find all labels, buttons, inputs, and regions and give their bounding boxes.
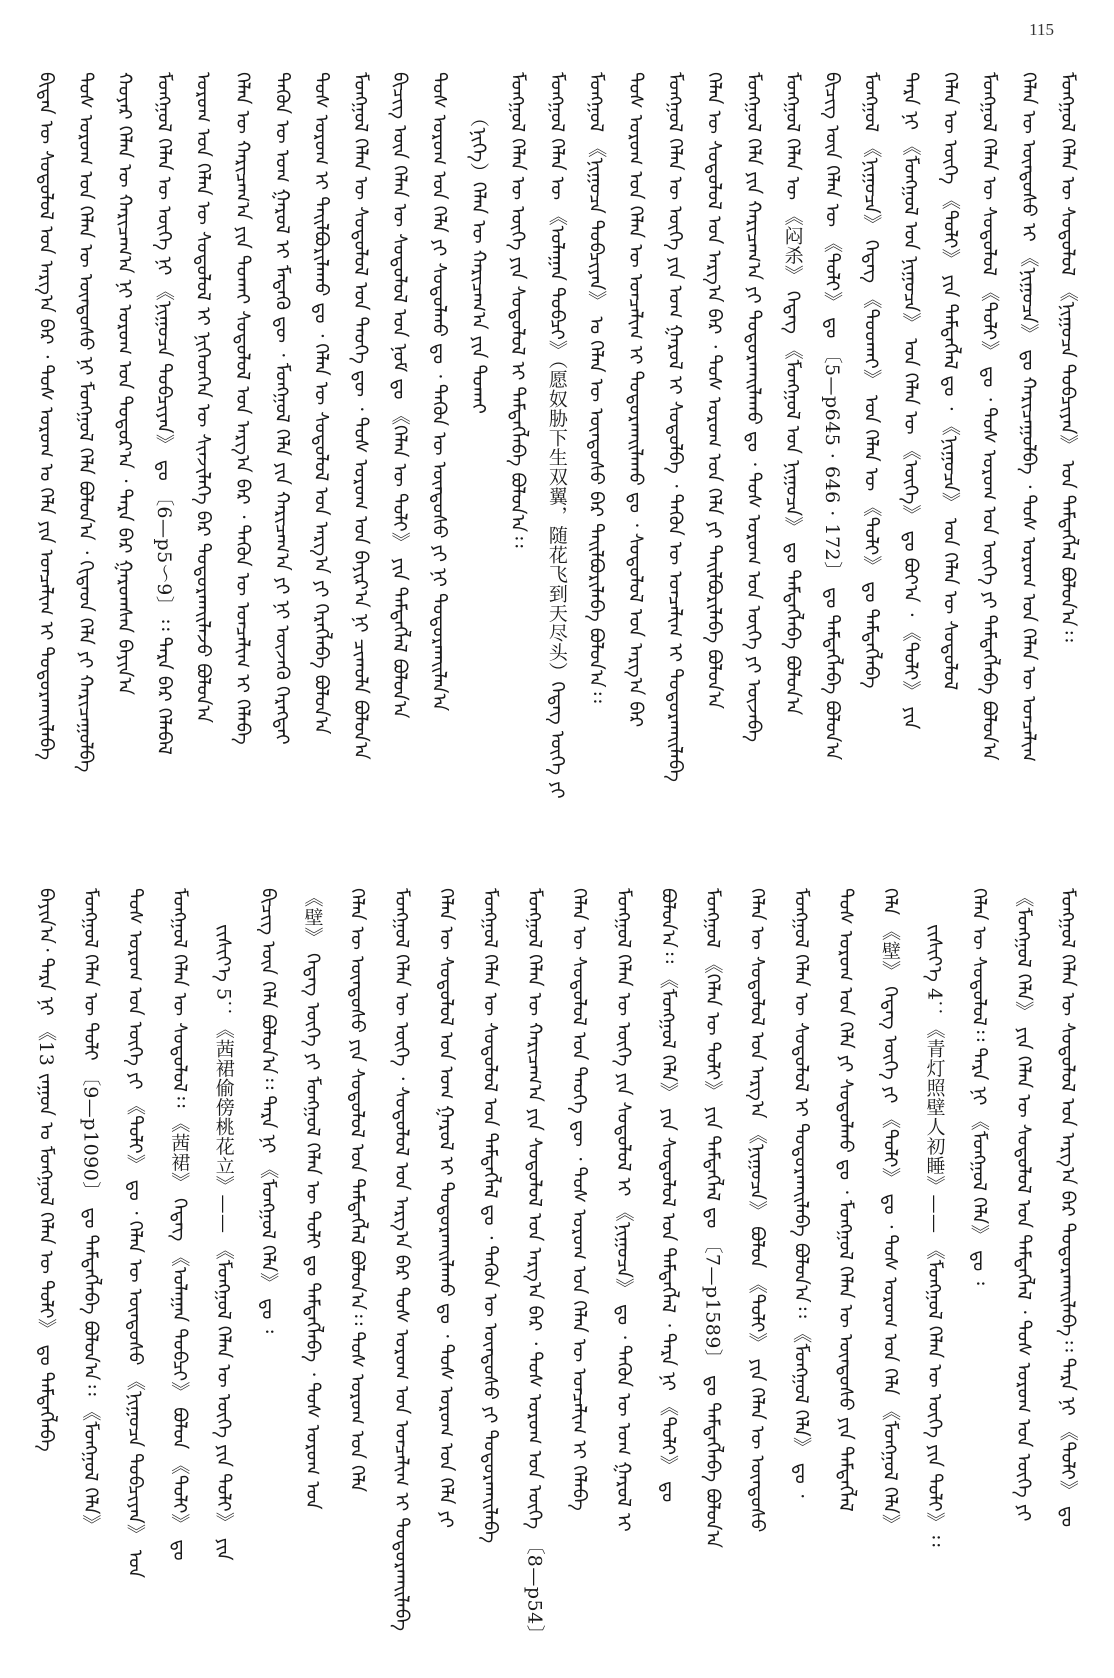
text-column: ᠮᠣᠩᠭᠣᠯ ᠬᠡᠯᠡᠨ ᠦ ᠦᠭᠡ ᠶᠢᠨ ᠰᠤᠳᠤᠯᠤᠯ ᠢ ᠲᠡᠮᠳᠡᠭᠯᠡᠪᠡ ᠪᠣᠯᠤᠨ᠎ᠠ᠄᠄ (506, 72, 529, 548)
text-column: ᠮᠣᠩᠭᠣᠯ ᠬᠡᠯᠡᠨ ᠦ ᠰᠤᠳᠤᠯᠤᠯ 《ᠲᠣᠯᠢ》 ᠳᠤ ᠂ ᠲᠤᠰ ᠤᠷᠤᠭ ᠤᠨ ᠦᠭᠡ ᠶᠢ ᠲᠡᠮᠳᠡᠭᠯᠡᠪᠡ ᠪᠣᠯᠤᠨ᠎ᠠ (978, 72, 1001, 761)
text-column: ᠮᠣᠩᠭᠣᠯ ᠬᠡᠯᠡᠨ ᠦ ᠲᠣᠯᠢ 〔9—p1090〕 ᠳᠤ ᠲᠡᠮᠳᠡᠭᠯᠡᠪᠡ ᠪᠣᠯᠤᠨ᠎ᠠ᠄᠄ 《ᠮᠣᠩᠭᠣᠯ ᠬᠡᠯᠡ》 (79, 888, 102, 1534)
text-column: ᠮᠣᠩᠭᠣᠯ ᠬᠡᠯᠡᠨ ᠦ ᠰᠤᠳᠤᠯᠤᠯ ᠤᠨ ᠲᠡᠦᠬᠡ ᠳᠦ ᠂ ᠲᠤᠰ ᠤᠷᠤᠭ ᠤᠨ ᠪᠠᠶᠢᠷ᠎ᠠ ᠨᠢ ᠴᠢᠬᠤᠯᠠ ᠪᠣᠯᠤᠨ᠎ᠠ (349, 72, 372, 760)
text-column: ᠬᠡᠯᠡᠨ ᠦ ᠦᠨᠳᠦᠰᠦ ᠢ 《ᠨᠢᠭᠤᠴᠠ》 ᠳᠤ ᠬᠠᠷᠢᠴᠠᠭᠤᠯᠪᠠ ᠂ ᠲᠤᠰ ᠤᠷᠤᠭ ᠤᠨ ᠬᠡᠯᠡᠨ ᠦ ᠤᠨᠴᠠᠯᠢᠭ (1017, 72, 1040, 762)
text-column: ᠬᠡᠯᠡᠨ ᠦ ᠰᠤᠳᠤᠯᠤᠯ ᠤᠨ ᠠᠷᠭ᠎ᠠ ᠪᠠᠷ ᠂ ᠲᠤᠰ ᠤᠷᠤᠭ ᠤᠨ ᠬᠡᠯᠡ ᠶᠢ ᠲᠠᠢᠯᠪᠤᠷᠢᠯᠠᠪᠠ ᠪᠣᠯᠤᠨ᠎ᠠ (703, 72, 726, 710)
text-column: ᠲᠡᠭᠦᠨ ᠦ ᠤᠭ ᠭᠠᠷᠤᠯ ᠢ ᠮᠡᠳᠡᠬᠦ ᠳᠦ ᠂ ᠮᠣᠩᠭᠣᠯ ᠬᠡᠯᠡ ᠶᠢᠨ ᠬᠠᠷᠢᠴᠠᠭ᠎ᠠ ᠶᠢ ᠨᠢ ᠦᠵᠡᠬᠦ ᠬᠡᠷᠡᠭᠲᠡᠢ (270, 72, 293, 745)
text-column: 《ᠮᠣᠩᠭᠣᠯ ᠬᠡᠯᠡ》 ᠶᠢᠨ ᠬᠡᠯᠡᠨ ᠦ ᠰᠤᠳᠤᠯᠤᠯ ᠤᠨ ᠲᠡᠮᠳᠡᠭᠯᠡᠯ ᠂ ᠲᠤᠰ ᠤᠷᠤᠭ ᠤᠨ ᠦᠭᠡ ᠶᠢ (1012, 888, 1035, 1522)
text-column: ᠪᠢᠴᠢᠭ ᠦᠨ ᠬᠡᠯᠡᠨ ᠦ 《ᠲᠣᠯᠢ》 ᠳᠤ 〔5—p645 · 646 · 172〕 ᠳᠤ ᠲᠡᠮᠳᠡᠭᠯᠡᠪᠡ ᠪᠣᠯᠤᠨ᠎ᠠ (820, 72, 843, 761)
text-column: ᠲᠤᠰ ᠤᠷᠤᠭ ᠤᠨ ᠬᠡᠯᠡᠨ ᠦ ᠤᠨᠴᠠᠯᠢᠭ ᠢ ᠲᠣᠳᠣᠷᠬᠠᠢᠯᠠᠬᠤ ᠳᠤ ᠂ ᠰᠤᠳᠤᠯᠤᠯ ᠤᠨ ᠠᠷᠭ᠎ᠠ ᠪᠠᠷ (624, 72, 647, 728)
text-column: ᠲᠤᠰ ᠤᠷᠤᠭ ᠤᠨ ᠦᠭᠡ ᠶᠢ 《ᠲᠣᠯᠢ》 ᠳᠤ ᠂ ᠬᠡᠯᠡᠨ ᠦ ᠦᠨᠳᠦᠰᠦ 《ᠨᠢᠭᠤᠴᠠ ᠲᠣᠪᠴᠢᠶᠠᠨ》 ᠤᠨ (123, 888, 146, 1579)
text-column: ᠮᠣᠩᠭᠣᠯ 《ᠨᠢᠭᠤᠴᠠ ᠲᠣᠪᠴᠢᠶᠠᠨ》 ᠤ ᠬᠡᠯᠡᠨ ᠦ ᠦᠨᠳᠦᠰᠦ ᠪᠠᠷ ᠲᠠᠢᠯᠪᠤᠷᠢᠯᠠᠪᠠ ᠪᠣᠯᠤᠨ᠎ᠠ᠄᠄ (585, 72, 608, 703)
example-heading: ᠵᠢᠱᠢᠶ᠎ᠡ 5：《茜裙偷傍桃花立》—— 《ᠮᠣᠩᠭᠣᠯ ᠬᠡᠯᠡᠨ ᠦ ᠦᠭᠡ ᠶᠢᠨ ᠲᠣᠯᠢ》 ᠶᠢᠨ (212, 924, 235, 1561)
text-column: ᠤᠷᠤᠭ ᠤᠨ ᠬᠡᠯᠡᠨ ᠦ ᠰᠤᠳᠤᠯᠤᠯ ᠢ ᠨᠢᠭᠡᠳᠭᠡᠨ ᠦ ᠰᠢᠨᠵᠢᠯᠡᠭᠡ ᠪᠡᠷ ᠲᠣᠳᠣᠷᠬᠠᠢᠯᠠᠵᠤ ᠪᠣᠯᠤᠨ᠎ᠠ (192, 72, 215, 724)
text-column: ᠮᠣᠩᠭᠣᠯ ᠬᠡᠯᠡᠨ ᠦ ᠰᠤᠳᠤᠯᠤᠯ ᠤᠨ ᠲᠡᠮᠳᠡᠭᠯᠡᠯ ᠳᠤ ᠂ ᠲᠡᠭᠦᠨ ᠦ ᠦᠨᠳᠦᠰᠦ ᠶᠢ ᠲᠣᠳᠣᠷᠬᠠᠢᠯᠠᠪᠠ (479, 888, 502, 1544)
text-column: ᠬᠡᠯᠡᠨ ᠦ ᠰᠤᠳᠤᠯᠤᠯ᠄᠄ ᠲᠡᠷᠡ ᠨᠢ 《ᠮᠣᠩᠭᠣᠯ ᠬᠡᠯᠡ》 ᠳᠤ ᠄ (967, 888, 990, 1285)
text-column: ᠪᠢᠴᠢᠭ ᠦᠨ ᠬᠡᠯᠡ ᠪᠣᠯᠤᠨ᠎ᠠ᠄᠄ ᠲᠡᠷᠡ ᠨᠢ 《ᠮᠣᠩᠭᠣᠯ ᠬᠡᠯᠡ》 ᠳᠤ ᠄ (257, 888, 280, 1334)
text-column: ᠮᠣᠩᠭᠣᠯ 《ᠬᠡᠯᠡᠨ ᠦ ᠲᠣᠯᠢ》 ᠶᠢᠨ ᠲᠡᠮᠳᠡᠭᠯᠡᠯ ᠳᠤ 〔7—p1589〕 ᠳᠤ ᠲᠡᠮᠳᠡᠭᠯᠡᠪᠡ ᠪᠣᠯᠤᠨ᠎ᠠ (701, 888, 724, 1548)
text-column: ᠮᠣᠩᠭᠣᠯ 《ᠨᠢᠭᠤᠴᠠ》 ᠭᠡᠳᠡᠭ 《ᠲᠤᠤᠬᠠᠢ》 ᠤᠨ ᠬᠡᠯᠡᠨ ᠦ 《ᠲᠣᠯᠢ》 ᠳᠤ ᠲᠡᠮᠳᠡᠭᠯᠡᠪᠡ (860, 72, 883, 689)
text-column: 《壁》 ᠭᠡᠳᠡᠭ ᠦᠭᠡ ᠶᠢ ᠮᠣᠩᠭᠣᠯ ᠬᠡᠯᠡᠨ ᠦ ᠲᠣᠯᠢ ᠳᠤ ᠲᠡᠮᠳᠡᠭᠯᠡᠪᠡ ᠂ ᠲᠤᠰ ᠤᠷᠤᠭ ᠤᠨ (301, 888, 324, 1510)
text-column: ᠮᠣᠩᠭᠣᠯ ᠬᠡᠯᠡ ᠶᠢᠨ ᠬᠠᠷᠢᠴᠠᠭ᠎ᠠ ᠶᠢ ᠲᠣᠳᠣᠷᠬᠠᠢᠯᠠᠬᠤ ᠳᠤ ᠂ ᠲᠤᠰ ᠤᠷᠤᠭ ᠤᠨ ᠦᠭᠡ ᠶᠢ ᠦᠵᠡᠪᠡ (742, 72, 765, 743)
text-column: ᠮᠣᠩᠭᠣᠯ ᠬᠡᠯᠡᠨ ᠦ ᠰᠤᠳᠤᠯᠤᠯ 《ᠨᠢᠭᠤᠴᠠ ᠲᠣᠪᠴᠢᠶᠠᠨ》 ᠤᠨ ᠲᠡᠮᠳᠡᠭᠯᠡᠯ ᠪᠣᠯᠤᠨ᠎ᠠ᠄᠄ (1056, 72, 1079, 642)
text-column: ᠮᠣᠩᠭᠣᠯ ᠬᠡᠯᠡᠨ ᠦ ᠰᠤᠳᠤᠯᠤᠯ ᠢ ᠲᠣᠳᠣᠷᠬᠠᠢᠯᠠᠪᠠ ᠪᠣᠯᠤᠨ᠎ᠠ᠄᠄ 《ᠮᠣᠩᠭᠣᠯ ᠬᠡᠯᠡ》 ᠳᠤ ᠂ (790, 888, 813, 1498)
text-column: ᠬᠣᠶᠠᠷ ᠬᠡᠯᠡᠨ ᠦ ᠬᠠᠷᠢᠴᠠᠭ᠎ᠠ ᠨᠢ ᠤᠷᠤᠭ ᠤᠨ ᠳᠣᠲᠣᠷ᠎ᠠ ᠂ ᠲᠡᠷᠡ ᠪᠡᠷ ᠭᠠᠷᠤᠭᠰᠠᠨ ᠪᠠᠶᠢᠨ᠎ᠠ (113, 72, 136, 695)
text-column: ᠲᠡᠷᠡ ᠨᠢ 《ᠮᠣᠩᠭᠣᠯ ᠤᠨ ᠨᠢᠭᠤᠴᠠ》 ᠤᠨ ᠬᠡᠯᠡᠨ ᠦ 《ᠦᠭᠡ》 ᠳᠤ ᠪᠤᠶ᠎ᠠ ᠂ 《ᠲᠣᠯᠢ》 ᠶᠢᠨ (899, 72, 922, 730)
text-column: ᠬᠡᠯᠡᠨ ᠦ ᠬᠠᠷᠢᠴᠠᠭ᠎ᠠ ᠶᠢᠨ ᠲᠤᠬᠠᠢ ᠰᠤᠳᠤᠯᠤᠯ ᠤᠨ ᠠᠷᠭ᠎ᠠ ᠪᠠᠷ ᠂ ᠲᠡᠭᠦᠨ ᠦ ᠤᠨᠴᠠᠯᠢᠭ ᠢ ᠬᠡᠯᠡᠪᠡ (231, 72, 254, 745)
text-column: ᠲᠤᠰ ᠤᠷᠤᠭ ᠢ ᠲᠠᠢᠯᠪᠤᠷᠢᠯᠠᠬᠤ ᠳᠤ ᠂ ᠬᠡᠯᠡᠨ ᠦ ᠰᠤᠳᠤᠯᠤᠯ ᠤᠨ ᠠᠷᠭ᠎ᠠ ᠶᠢ ᠬᠡᠷᠡᠭᠯᠡᠪᠡ ᠪᠣᠯᠤᠨ᠎ᠠ (310, 72, 333, 735)
text-column: ᠪᠣᠯᠤᠨ᠎ᠠ᠄᠄ 《ᠮᠣᠩᠭᠣᠯ ᠬᠡᠯᠡ》 ᠶᠢᠨ ᠰᠤᠳᠤᠯᠤᠯ ᠤᠨ ᠲᠡᠮᠳᠡᠭᠯᠡᠯ ᠂ ᠲᠡᠷᠡ ᠨᠢ 《ᠲᠣᠯᠢ》 ᠳᠤ (656, 888, 679, 1503)
bottom-text-block (28, 888, 1086, 1648)
text-column: ᠮᠣᠩᠭᠣᠯ ᠬᠡᠯᠡᠨ ᠦ ᠦᠭᠡ ᠂ ᠰᠤᠳᠤᠯᠤᠯ ᠤᠨ ᠠᠷᠭ᠎ᠠ ᠪᠡᠷ ᠲᠤᠰ ᠤᠷᠤᠭ ᠤᠨ ᠤᠨᠴᠠᠯᠢᠭ ᠢ ᠲᠣᠳᠣᠷᠬᠠᠢᠯᠠᠪᠠ (390, 888, 413, 1632)
text-column: ᠲᠤᠰ ᠤᠷᠤᠭ ᠤᠨ ᠬᠡᠯᠡ ᠶᠢ ᠰᠤᠳᠤᠯᠬᠤ ᠳᠤ ᠂ ᠲᠡᠭᠦᠨ ᠦ ᠦᠨᠳᠦᠰᠦ ᠶᠢ ᠨᠢ ᠲᠣᠳᠣᠷᠬᠠᠢᠯᠠᠨ᠎ᠠ (427, 72, 450, 712)
text-column: ᠮᠣᠩᠭᠣᠯ ᠬᠡᠯᠡᠨ ᠦ 《ᠤᠯᠠᠭᠠᠨ ᠲᠣᠪᠴᠢ》（愿奴胁下生双翼，随花飞到天尽头）ᠭᠡᠳᠡᠭ ᠦᠭᠡ ᠶᠢ (545, 72, 568, 799)
text-column: ᠬᠡᠯᠡᠨ ᠦ ᠰᠤᠳᠤᠯᠤᠯ ᠤᠨ ᠲᠡᠦᠬᠡ ᠳᠦ ᠂ ᠲᠤᠰ ᠤᠷᠤᠭ ᠤᠨ ᠬᠡᠯᠡᠨ ᠦ ᠤᠨᠴᠠᠯᠢᠭ ᠢ ᠬᠡᠯᠡᠪᠡ (568, 888, 591, 1511)
text-column: ᠲᠤᠰ ᠤᠷᠤᠭ ᠤᠨ ᠬᠡᠯᠡᠨ ᠦ ᠦᠨᠳᠦᠰᠦ ᠨᠢ ᠮᠣᠩᠭᠣᠯ ᠬᠡᠯᠡ ᠪᠣᠯᠤᠨ᠎ᠠ ᠂ ᠬᠢᠲᠠᠳ ᠬᠡᠯᠡ ᠶᠢ ᠬᠠᠷᠢᠴᠠᠭᠤᠯᠪᠠ (74, 72, 97, 773)
text-column: ᠬᠡᠯᠡᠨ ᠦ ᠰᠤᠳᠤᠯᠤᠯ ᠤᠨ ᠠᠷᠭ᠎ᠠ 《ᠨᠢᠭᠤᠴᠠ》 ᠪᠣᠯᠤᠨ 《ᠲᠣᠯᠢ》 ᠶᠢᠨ ᠬᠡᠯᠡᠨ ᠦ ᠦᠨᠳᠦᠰᠦ (745, 888, 768, 1533)
text-column: ᠲᠤᠰ ᠤᠷᠤᠭ ᠤᠨ ᠬᠡᠯᠡ ᠶᠢ ᠰᠤᠳᠤᠯᠬᠤ ᠳᠤ ᠂ ᠮᠣᠩᠭᠣᠯ ᠬᠡᠯᠡᠨ ᠦ ᠦᠨᠳᠦᠰᠦ ᠶᠢᠨ ᠲᠡᠮᠳᠡᠭᠯᠡᠯ (834, 888, 857, 1512)
example-heading: ᠵᠢᠱᠢᠶ᠎ᠡ 4：《青灯照壁人初睡》—— 《ᠮᠣᠩᠭᠣᠯ ᠬᠡᠯᠡᠨ ᠦ ᠦᠭᠡ ᠶᠢᠨ ᠲᠣᠯᠢ》᠄᠄ (923, 924, 946, 1547)
text-column: ᠮᠣᠩᠭᠣᠯ ᠬᠡᠯᠡᠨ ᠦ ᠦᠭᠡ ᠶᠢᠨ ᠤᠭ ᠭᠠᠷᠤᠯ ᠢ ᠰᠤᠳᠤᠯᠪᠠ ᠂ ᠲᠡᠭᠦᠨ ᠦ ᠤᠨᠴᠠᠯᠢᠭ ᠢ ᠲᠣᠳᠣᠷᠬᠠᠢᠯᠠᠪᠠ (663, 72, 686, 782)
text-column: ᠮᠣᠩᠭᠣᠯ ᠬᠡᠯᠡᠨ ᠦ ᠬᠠᠷᠢᠴᠠᠭ᠎ᠠ ᠶᠢᠨ ᠰᠤᠳᠤᠯᠤᠯ ᠤᠨ ᠠᠷᠭ᠎ᠠ ᠪᠠᠷ ᠂ ᠲᠤᠰ ᠤᠷᠤᠭ ᠤᠨ ᠦᠭᠡ 〔8—p54〕 (523, 888, 546, 1645)
text-column: ᠮᠣᠩᠭᠣᠯ ᠬᠡᠯᠡᠨ ᠦ ᠦᠭᠡ ᠶᠢᠨ ᠰᠤᠳᠤᠯᠤᠯ ᠢ 《ᠨᠢᠭᠤᠴᠠ》 ᠳᠤ ᠂ ᠲᠡᠭᠦᠨ ᠦ ᠤᠭ ᠭᠠᠷᠤᠯ ᠢ (612, 888, 635, 1532)
text-column: ᠪᠢᠴᠢᠭ ᠦᠨ ᠬᠡᠯᠡᠨ ᠦ ᠰᠤᠳᠤᠯᠤᠯ ᠤᠨ ᠨᠣᠮ ᠳᠤ 《ᠬᠡᠯᠡᠨ ᠦ ᠲᠣᠯᠢ》 ᠶᠢᠨ ᠲᠡᠮᠳᠡᠭᠯᠡᠯ ᠪᠣᠯᠤᠨ᠎ᠠ (388, 72, 411, 719)
text-column: ᠮᠣᠩᠭᠣᠯ ᠬᠡᠯᠡᠨ ᠦ ᠰᠤᠳᠤᠯᠤᠯ ᠤᠨ ᠠᠷᠭ᠎ᠠ ᠪᠠᠷ ᠲᠣᠳᠣᠷᠬᠠᠢᠯᠠᠪᠠ᠄᠄ ᠲᠡᠷᠡ ᠨᠢ 《ᠲᠣᠯᠢ》 ᠳᠤ (1056, 888, 1079, 1528)
page-number: 115 (1029, 20, 1054, 39)
text-column: ᠬᠡᠯᠡᠨ ᠦ ᠰᠤᠳᠤᠯᠤᠯ ᠤᠨ ᠤᠭ ᠭᠠᠷᠤᠯ ᠢ ᠲᠣᠳᠣᠷᠬᠠᠢᠯᠠᠬᠤ ᠳᠤ ᠂ ᠲᠤᠰ ᠤᠷᠤᠭ ᠤᠨ ᠬᠡᠯᠡ ᠶᠢ (434, 888, 457, 1529)
text-column: ᠬᠡᠯᠡ 《壁》 ᠭᠡᠳᠡᠭ ᠦᠭᠡ ᠶᠢ 《ᠲᠣᠯᠢ》 ᠳᠤ ᠂ ᠲᠤᠰ ᠤᠷᠤᠭ ᠤᠨ ᠬᠡᠯᠡ 《ᠮᠣᠩᠭᠣᠯ ᠬᠡᠯᠡ》 (879, 888, 902, 1534)
text-column: ᠪᠢᠳᠡᠨ ᠦ ᠰᠤᠳᠤᠯᠤᠯ ᠤᠨ ᠠᠷᠭ᠎ᠠ ᠪᠡᠷ ᠂ ᠲᠤᠰ ᠤᠷᠤᠭ ᠤ ᠬᠡᠯᠡ ᠶᠢᠨ ᠤᠨᠴᠠᠯᠢᠭ ᠢ ᠲᠣᠳᠣᠷᠬᠠᠢᠯᠠᠪᠠ (35, 72, 57, 761)
text-column: ᠮᠣᠩᠭᠣᠯ ᠬᠡᠯᠡᠨ ᠦ ᠰᠤᠳᠤᠯᠤᠯ᠄᠄ 《茜裙》 ᠭᠡᠳᠡᠭ 《ᠤᠯᠠᠭᠠᠨ ᠲᠣᠪᠴᠢ》 ᠪᠣᠯᠤᠨ 《ᠲᠣᠯᠢ》 ᠳᠤ (168, 888, 191, 1561)
section-heading: （ᠨᠢᠭᠡ）ᠬᠡᠯᠡᠨ ᠦ ᠬᠠᠷᠢᠴᠠᠭ᠎ᠠ ᠶᠢᠨ ᠲᠤᠬᠠᠢ (467, 108, 490, 414)
text-column: ᠬᠡᠯᠡᠨ ᠦ ᠦᠨᠳᠦᠰᠦ ᠶᠢᠨ ᠰᠤᠳᠤᠯᠤᠯ ᠤᠨ ᠲᠡᠮᠳᠡᠭᠯᠡᠯ ᠪᠣᠯᠤᠨ᠎ᠠ᠄᠄ ᠲᠤᠰ ᠤᠷᠤᠭ ᠤᠨ ᠬᠡᠯᠡ (345, 888, 368, 1493)
text-column: ᠮᠣᠩᠭᠣᠯ ᠬᠡᠯᠡᠨ ᠦ ᠦᠭᠡ ᠨᠢ 《ᠨᠢᠭᠤᠴᠠ ᠲᠣᠪᠴᠢᠶᠠᠨ》 ᠳᠤ 〔6—p5～9〕᠄᠄ ᠲᠡᠷᠡ ᠪᠡᠷ ᠬᠡᠯᠡᠪᠡᠯ (152, 72, 175, 755)
text-column: ᠬᠡᠯᠡᠨ ᠦ ᠦᠭᠡ 《ᠲᠣᠯᠢ》 ᠶᠢᠨ ᠲᠡᠮᠳᠡᠭᠯᠡᠯ ᠳᠤ ᠂ 《ᠨᠢᠭᠤᠴᠠ》 ᠤᠨ ᠬᠡᠯᠡᠨ ᠦ ᠰᠤᠳᠤᠯᠤᠯ (938, 72, 961, 691)
top-text-block (28, 72, 1086, 832)
text-column: ᠪᠠᠶᠢᠨ᠎ᠠ᠂ ᠲᠡᠷᠡ ᠨᠢ 《13 ᠵᠠᠭᠤᠨ ᠤ ᠮᠣᠩᠭᠣᠯ ᠬᠡᠯᠡᠨ ᠦ ᠲᠣᠯᠢ》 ᠳᠤ ᠲᠡᠮᠳᠡᠭᠯᠡᠪᠡ (35, 888, 57, 1452)
text-column: ᠮᠣᠩᠭᠣᠯ ᠬᠡᠯᠡᠨ ᠦ 《闷杀》 ᠭᠡᠳᠡᠭ 《ᠮᠣᠩᠭᠣᠯ ᠤᠨ ᠨᠢᠭᠤᠴᠠ》 ᠳᠤ ᠲᠡᠮᠳᠡᠭᠯᠡᠪᠡ ᠪᠣᠯᠤᠨ᠎ᠠ (781, 72, 804, 716)
